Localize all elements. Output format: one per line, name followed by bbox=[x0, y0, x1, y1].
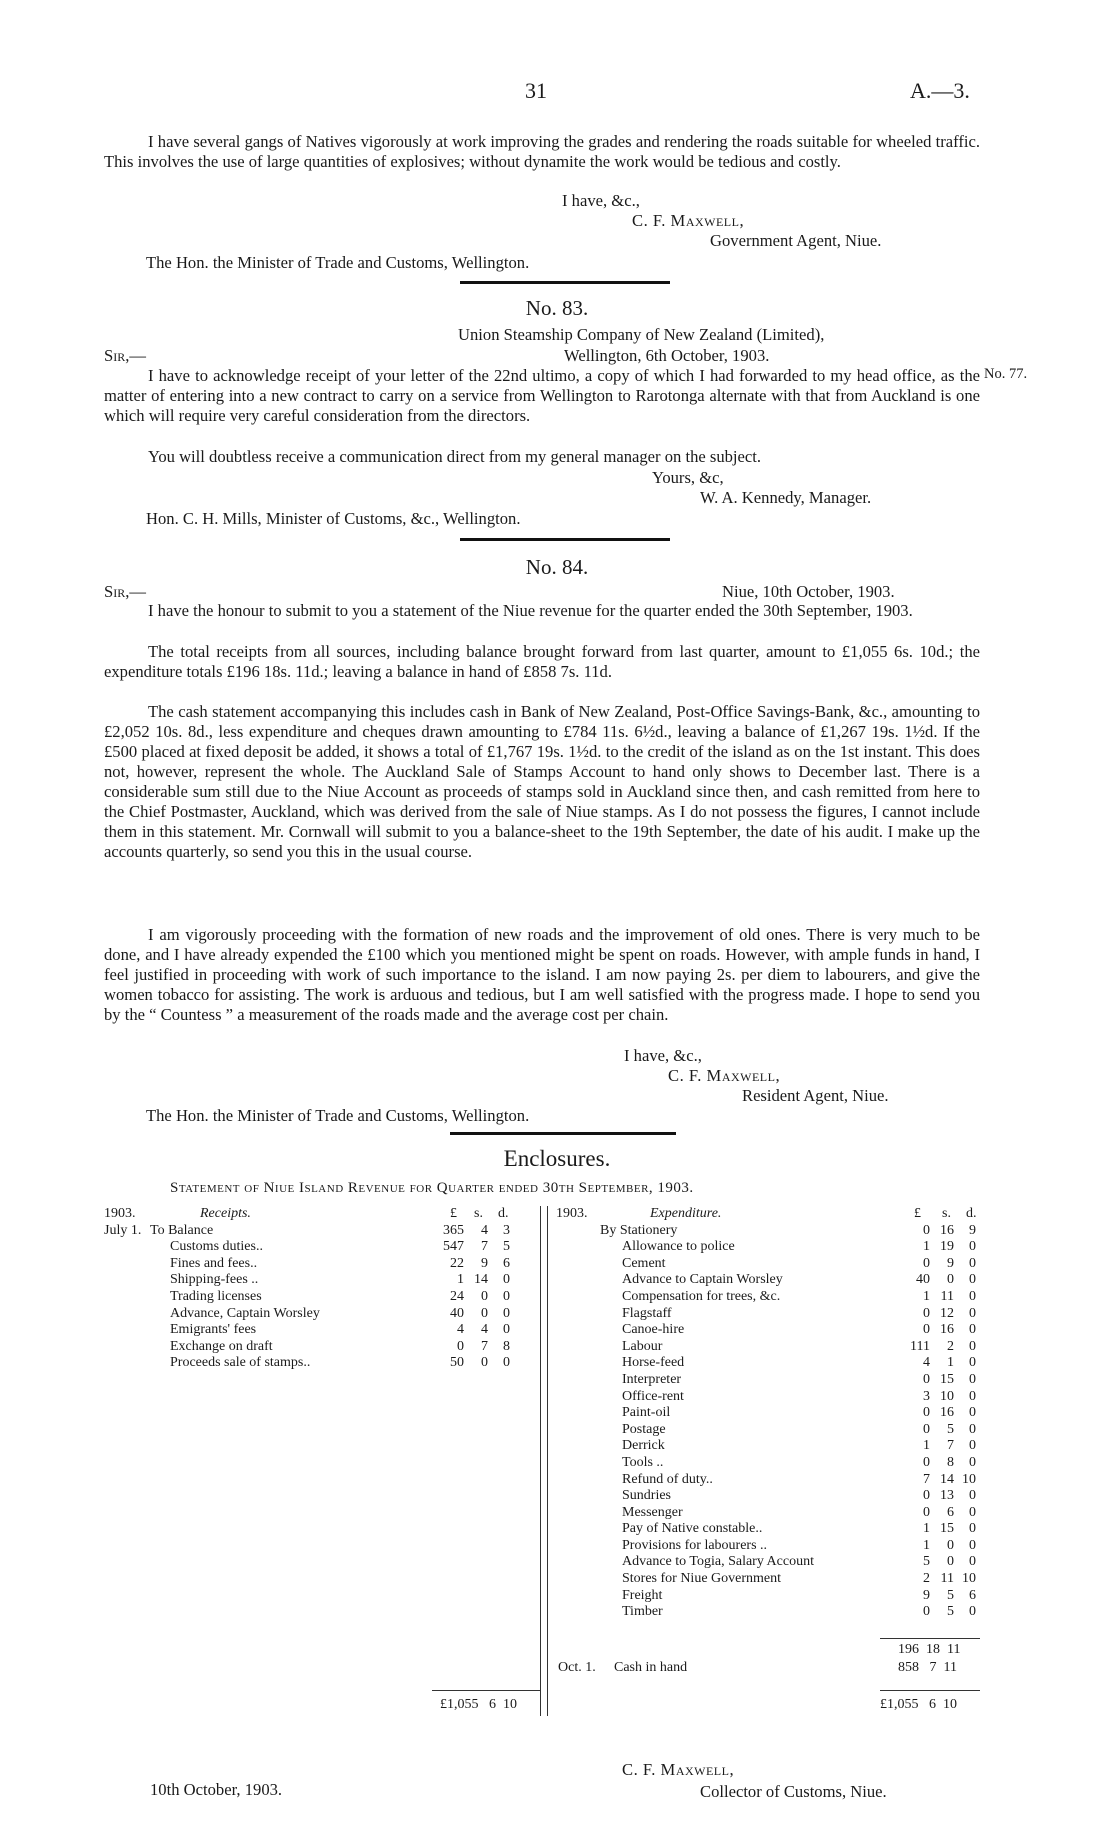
expenditure-row-shillings: 2 bbox=[947, 1338, 954, 1354]
expenditure-row-label: Flagstaff bbox=[622, 1305, 672, 1321]
expenditure-row-label: Pay of Native constable.. bbox=[622, 1521, 763, 1537]
receipts-row bbox=[104, 1289, 544, 1306]
top-letter-title: Government Agent, Niue. bbox=[710, 231, 882, 250]
letter-84-title: Resident Agent, Niue. bbox=[742, 1086, 889, 1105]
expenditure-row-pence: 0 bbox=[969, 1438, 976, 1454]
receipts-row-label: Proceeds sale of stamps.. bbox=[170, 1355, 311, 1371]
expenditure-row-pence: 0 bbox=[969, 1405, 976, 1421]
receipts-row-pence: 0 bbox=[503, 1305, 510, 1321]
receipts-row-pounds: 24 bbox=[450, 1288, 464, 1304]
expenditure-row-pence: 0 bbox=[969, 1371, 976, 1387]
expenditure-row-shillings: 14 bbox=[940, 1471, 954, 1487]
expenditure-row-pounds: 3 bbox=[923, 1388, 930, 1404]
expenditure-row-pounds: 0 bbox=[923, 1405, 930, 1421]
expenditure-row-label: Office-rent bbox=[622, 1388, 684, 1404]
expenditure-row-label: Advance to Togia, Salary Account bbox=[622, 1554, 814, 1570]
expenditure-row-shillings: 6 bbox=[947, 1504, 954, 1520]
expenditure-subtotal: 196 18 11 bbox=[898, 1642, 961, 1657]
receipts-row-label: To Balance bbox=[150, 1222, 214, 1238]
expenditure-row bbox=[556, 1339, 986, 1356]
expenditure-row-pounds: 0 bbox=[923, 1421, 930, 1437]
expenditure-row-pounds: 40 bbox=[916, 1272, 930, 1288]
statement-title: Statement of Niue Island Revenue for Quarter ended 30th September, 1903. bbox=[170, 1180, 694, 1196]
expenditure-row-shillings: 13 bbox=[940, 1488, 954, 1504]
receipts-rows bbox=[104, 1223, 544, 1372]
expenditure-total: £1,055 6 10 bbox=[880, 1697, 957, 1712]
expenditure-row bbox=[556, 1239, 986, 1256]
letter-84-paragraph-3: The cash statement accompanying this includes cash in Bank of New Zealand, Post-Office Savings-Bank, &c., amounting to £2,052 10s. 8d., less expenditure and cheques drawn amounting to £784 11s. 6½d., leaving a balance of £1,267 19s. 1½d. If the £500 placed at fixed deposit be added, it shows a total of £1,767 19s. 1½d. to the credit of the island as on the 1st instant. This does not, however, represent the whole. The Auckland Sale of Stamps Account to hand only shows to December last. There is a considerable sum still due to the Niue Account as proceeds of stamps sold in Auckland since then, and cash remitted from here to the Chief Postmaster, Auckland, which was derived from the sale of Niue stamps. As I do not possess the figures, I cannot include them in this statement. Mr. Cornwall will submit to you a balance-sheet to the 19th September, the date of his audit. I make up the accounts quarterly, so send you this in the usual course. bbox=[104, 702, 980, 861]
receipts-row-label: Customs duties.. bbox=[170, 1239, 263, 1255]
top-letter-signature: C. F. Maxwell, bbox=[632, 211, 745, 230]
receipts-row-shillings: 0 bbox=[481, 1355, 488, 1371]
expenditure-table bbox=[556, 1206, 986, 1621]
receipts-row-shillings: 0 bbox=[481, 1288, 488, 1304]
enclosures-heading: Enclosures. bbox=[503, 1146, 611, 1171]
letter-84-closing: I have, &c., bbox=[624, 1046, 702, 1065]
letter-83-addressee: Hon. C. H. Mills, Minister of Customs, &c., Wellington. bbox=[146, 509, 521, 528]
receipts-row-pence: 6 bbox=[503, 1255, 510, 1271]
expenditure-row-pounds: 0 bbox=[923, 1255, 930, 1271]
expenditure-row-label: Stores for Niue Government bbox=[622, 1571, 782, 1587]
expenditure-row-pounds: 1 bbox=[923, 1239, 930, 1255]
receipts-row-pounds: 22 bbox=[450, 1255, 464, 1271]
receipts-row bbox=[104, 1272, 544, 1289]
expenditure-row-pence: 0 bbox=[969, 1604, 976, 1620]
letter-84-place-date: Niue, 10th October, 1903. bbox=[722, 582, 895, 601]
receipts-row-pence: 3 bbox=[503, 1222, 510, 1238]
statement-signature: C. F. Maxwell, bbox=[622, 1760, 735, 1779]
expenditure-row-shillings: 0 bbox=[947, 1537, 954, 1553]
expenditure-row-pence: 10 bbox=[962, 1571, 976, 1587]
letter-83-heading: No. 83. bbox=[525, 296, 589, 320]
receipts-row-pence: 0 bbox=[503, 1288, 510, 1304]
expenditure-row-shillings: 8 bbox=[947, 1454, 954, 1470]
receipts-row-shillings: 4 bbox=[481, 1322, 488, 1338]
expenditure-row-pence: 0 bbox=[969, 1272, 976, 1288]
expenditure-row-pence: 0 bbox=[969, 1388, 976, 1404]
expenditure-row-shillings: 15 bbox=[940, 1521, 954, 1537]
letter-83-place-date: Wellington, 6th October, 1903. bbox=[564, 346, 770, 365]
expenditure-row-pence: 0 bbox=[969, 1305, 976, 1321]
letter-84-paragraph-1: I have the honour to submit to you a statement of the Niue revenue for the quarter ended the 30th September, 1903. bbox=[148, 601, 913, 620]
top-letter-addressee: The Hon. the Minister of Trade and Customs, Wellington. bbox=[146, 253, 530, 272]
expenditure-row bbox=[556, 1289, 986, 1306]
letter-83-sender: Union Steamship Company of New Zealand (Limited), bbox=[458, 325, 825, 344]
letter-83-paragraph-1: I have to acknowledge receipt of your letter of the 22nd ultimo, a copy of which I had forwarded to my head office, as the matter of entering into a new contract to carry on a service from Wellington to Rarotonga alternate with that from Auckland is one which will require very careful consideration from the directors. bbox=[104, 366, 980, 425]
expenditure-row-shillings: 5 bbox=[947, 1587, 954, 1603]
receipts-column-rule bbox=[540, 1206, 541, 1716]
expenditure-row-pence: 0 bbox=[969, 1454, 976, 1470]
statement-date: 10th October, 1903. bbox=[150, 1780, 283, 1799]
expenditure-row-shillings: 0 bbox=[947, 1554, 954, 1570]
receipts-row bbox=[104, 1355, 544, 1372]
expenditure-col-shillings: s. bbox=[942, 1206, 951, 1221]
receipts-row bbox=[104, 1306, 544, 1323]
expenditure-row bbox=[556, 1389, 986, 1406]
expenditure-row-label: Paint-oil bbox=[622, 1405, 671, 1421]
letter-84-heading: No. 84. bbox=[525, 555, 589, 579]
receipts-row-label: Exchange on draft bbox=[170, 1338, 273, 1354]
expenditure-row bbox=[556, 1554, 986, 1571]
receipts-row-shillings: 14 bbox=[474, 1272, 488, 1288]
receipts-date: July 1. bbox=[104, 1222, 142, 1238]
letter-84-paragraph-4: I am vigorously proceeding with the formation of new roads and the improvement of old ones. There is very much to be done, and I have already expended the £100 which you mentioned might be spent on roads. However, with ample funds in hand, I feel justified in proceeding with work of such importance to the island. I am now paying 2s. per diem to labourers, and give the women tobacco for assisting. The work is arduous and tedious, but I am well satisfied with the progress made. I hope to send you by the “ Countess ” a measurement of the roads made and the average cost per chain. bbox=[104, 925, 980, 1024]
expenditure-row bbox=[556, 1488, 986, 1505]
expenditure-row bbox=[556, 1505, 986, 1522]
cash-label: Cash in hand bbox=[614, 1660, 688, 1675]
receipts-total-rule bbox=[432, 1690, 540, 1691]
expenditure-row-pence: 0 bbox=[969, 1488, 976, 1504]
expenditure-row-label: Horse-feed bbox=[622, 1355, 685, 1371]
expenditure-row-label: Canoe-hire bbox=[622, 1322, 685, 1338]
expenditure-row bbox=[556, 1588, 986, 1605]
expenditure-row-pounds: 4 bbox=[923, 1355, 930, 1371]
expenditure-row bbox=[556, 1322, 986, 1339]
expenditure-row-shillings: 10 bbox=[940, 1388, 954, 1404]
expenditure-row bbox=[556, 1538, 986, 1555]
receipts-row-pounds: 1 bbox=[457, 1272, 464, 1288]
expenditure-row-shillings: 16 bbox=[940, 1222, 954, 1238]
receipts-row-label: Trading licenses bbox=[170, 1288, 262, 1304]
section-divider bbox=[460, 281, 670, 284]
expenditure-subtotal-rule bbox=[880, 1638, 980, 1639]
expenditure-row-label: Interpreter bbox=[622, 1371, 682, 1387]
expenditure-row bbox=[556, 1438, 986, 1455]
receipts-row-pence: 5 bbox=[503, 1239, 510, 1255]
expenditure-row bbox=[556, 1223, 986, 1240]
expenditure-row-label: Advance to Captain Worsley bbox=[622, 1272, 783, 1288]
expenditure-row-pounds: 5 bbox=[923, 1554, 930, 1570]
expenditure-row-pence: 0 bbox=[969, 1421, 976, 1437]
expenditure-row bbox=[556, 1472, 986, 1489]
expenditure-row-shillings: 5 bbox=[947, 1421, 954, 1437]
expenditure-row bbox=[556, 1604, 986, 1621]
expenditure-row bbox=[556, 1372, 986, 1389]
expenditure-row-label: Tools .. bbox=[622, 1454, 664, 1470]
expenditure-row-shillings: 11 bbox=[940, 1288, 954, 1304]
expenditure-row-pounds: 0 bbox=[923, 1488, 930, 1504]
receipts-row-pence: 0 bbox=[503, 1355, 510, 1371]
receipts-row-label: Fines and fees.. bbox=[170, 1255, 258, 1271]
expenditure-row bbox=[556, 1256, 986, 1273]
expenditure-row bbox=[556, 1521, 986, 1538]
receipts-row bbox=[104, 1223, 544, 1240]
expenditure-row-shillings: 11 bbox=[940, 1571, 954, 1587]
expenditure-row-pence: 0 bbox=[969, 1288, 976, 1304]
expenditure-row-shillings: 5 bbox=[947, 1604, 954, 1620]
expenditure-row-label: Provisions for labourers .. bbox=[622, 1537, 768, 1553]
expenditure-col-pence: d. bbox=[966, 1206, 977, 1221]
expenditure-row-pounds: 1 bbox=[923, 1288, 930, 1304]
expenditure-row-pence: 0 bbox=[969, 1521, 976, 1537]
expenditure-row bbox=[556, 1405, 986, 1422]
expenditure-row bbox=[556, 1571, 986, 1588]
expenditure-year: 1903. bbox=[556, 1206, 588, 1221]
expenditure-row-pounds: 0 bbox=[923, 1222, 930, 1238]
expenditure-row-pence: 0 bbox=[969, 1537, 976, 1553]
cash-value: 858 7 11 bbox=[898, 1660, 957, 1675]
receipts-table bbox=[104, 1206, 544, 1372]
expenditure-row-label: Refund of duty.. bbox=[622, 1471, 713, 1487]
receipts-row bbox=[104, 1322, 544, 1339]
document-reference: A.—3. bbox=[910, 78, 970, 103]
receipts-header-row bbox=[104, 1206, 544, 1223]
letter-83-paragraph-2: You will doubtless receive a communication direct from my general manager on the subject. bbox=[148, 447, 762, 466]
expenditure-row bbox=[556, 1455, 986, 1472]
top-letter-body: I have several gangs of Natives vigorously at work improving the grades and rendering the roads suitable for wheeled traffic. This involves the use of large quantities of explosives; without dynamite the work would be tedious and costly. bbox=[104, 132, 980, 171]
expenditure-row-pence: 0 bbox=[969, 1255, 976, 1271]
expenditure-col-pounds: £ bbox=[914, 1206, 921, 1221]
expenditure-row-pounds: 1 bbox=[923, 1438, 930, 1454]
expenditure-row-pounds: 9 bbox=[923, 1587, 930, 1603]
section-divider bbox=[460, 538, 670, 541]
page-number: 31 bbox=[525, 78, 547, 103]
expenditure-row-label: Labour bbox=[622, 1338, 663, 1354]
expenditure-row-pounds: 0 bbox=[923, 1371, 930, 1387]
expenditure-header-row bbox=[556, 1206, 986, 1223]
expenditure-row-pounds: 0 bbox=[923, 1454, 930, 1470]
receipts-col-shillings: s. bbox=[474, 1206, 483, 1221]
statement-signer-title: Collector of Customs, Niue. bbox=[700, 1782, 887, 1801]
expenditure-row-shillings: 16 bbox=[940, 1322, 954, 1338]
receipts-row-pounds: 365 bbox=[443, 1222, 464, 1238]
expenditure-row-label: Messenger bbox=[622, 1504, 683, 1520]
receipts-row-pounds: 4 bbox=[457, 1322, 464, 1338]
expenditure-row-pounds: 111 bbox=[910, 1338, 930, 1354]
receipts-row-pounds: 40 bbox=[450, 1305, 464, 1321]
receipts-total: £1,055 6 10 bbox=[440, 1697, 517, 1712]
expenditure-heading: Expenditure. bbox=[650, 1206, 722, 1221]
expenditure-row-pounds: 0 bbox=[923, 1604, 930, 1620]
receipts-col-pounds: £ bbox=[450, 1206, 457, 1221]
receipts-year: 1903. bbox=[104, 1206, 136, 1221]
expenditure-row-label: Postage bbox=[622, 1421, 666, 1437]
receipts-row-shillings: 0 bbox=[481, 1305, 488, 1321]
receipts-row-label: Shipping-fees .. bbox=[170, 1272, 259, 1288]
letter-83-salutation: Sir,— bbox=[104, 346, 146, 365]
expenditure-row-pence: 6 bbox=[969, 1587, 976, 1603]
expenditure-row-pounds: 1 bbox=[923, 1521, 930, 1537]
receipts-row-pence: 0 bbox=[503, 1322, 510, 1338]
expenditure-row-pounds: 0 bbox=[923, 1504, 930, 1520]
cash-date: Oct. 1. bbox=[558, 1660, 596, 1675]
expenditure-row-label: Freight bbox=[622, 1587, 663, 1603]
letter-83-signature: W. A. Kennedy, Manager. bbox=[700, 488, 872, 507]
receipts-row-pence: 8 bbox=[503, 1338, 510, 1354]
receipts-row-label: Emigrants' fees bbox=[170, 1322, 257, 1338]
expenditure-row-pence: 10 bbox=[962, 1471, 976, 1487]
receipts-heading: Receipts. bbox=[200, 1206, 251, 1221]
expenditure-rows bbox=[556, 1223, 986, 1621]
expenditure-row-label: By Stationery bbox=[600, 1222, 678, 1238]
receipts-row bbox=[104, 1339, 544, 1356]
expenditure-row-pence: 0 bbox=[969, 1322, 976, 1338]
margin-reference: No. 77. bbox=[984, 366, 1028, 382]
expenditure-row-shillings: 12 bbox=[940, 1305, 954, 1321]
expenditure-row-shillings: 9 bbox=[947, 1255, 954, 1271]
section-divider bbox=[450, 1132, 676, 1135]
expenditure-row-shillings: 19 bbox=[940, 1239, 954, 1255]
expenditure-row-pounds: 7 bbox=[923, 1471, 930, 1487]
expenditure-row-pounds: 2 bbox=[923, 1571, 930, 1587]
receipts-row-pounds: 547 bbox=[443, 1239, 464, 1255]
expenditure-row-pence: 0 bbox=[969, 1504, 976, 1520]
expenditure-row-pounds: 1 bbox=[923, 1537, 930, 1553]
receipts-row-pence: 0 bbox=[503, 1272, 510, 1288]
receipts-col-pence: d. bbox=[498, 1206, 509, 1221]
top-letter-closing: I have, &c., bbox=[562, 191, 640, 210]
letter-84-paragraph-2: The total receipts from all sources, including balance brought forward from last quarter, amount to £1,055 6s. 10d.; the expenditure totals £196 18s. 11d.; leaving a balance in hand of £858 7s. 11d. bbox=[104, 642, 980, 681]
letter-84-salutation: Sir,— bbox=[104, 582, 146, 601]
expenditure-row-pounds: 0 bbox=[923, 1305, 930, 1321]
receipts-row-shillings: 7 bbox=[481, 1338, 488, 1354]
letter-84-addressee: The Hon. the Minister of Trade and Customs, Wellington. bbox=[146, 1106, 530, 1125]
expenditure-row-pence: 0 bbox=[969, 1338, 976, 1354]
receipts-row-pounds: 50 bbox=[450, 1355, 464, 1371]
expenditure-row-pence: 9 bbox=[969, 1222, 976, 1238]
expenditure-row-shillings: 15 bbox=[940, 1371, 954, 1387]
expenditure-row-label: Sundries bbox=[622, 1488, 671, 1504]
expenditure-row-label: Cement bbox=[622, 1255, 666, 1271]
expenditure-row-shillings: 7 bbox=[947, 1438, 954, 1454]
expenditure-row-shillings: 0 bbox=[947, 1272, 954, 1288]
receipts-row-shillings: 7 bbox=[481, 1239, 488, 1255]
receipts-row bbox=[104, 1239, 544, 1256]
expenditure-total-rule bbox=[880, 1690, 980, 1691]
expenditure-row-label: Derrick bbox=[622, 1438, 665, 1454]
expenditure-row-shillings: 16 bbox=[940, 1405, 954, 1421]
table-divider bbox=[547, 1206, 548, 1716]
receipts-row bbox=[104, 1256, 544, 1273]
expenditure-row-shillings: 1 bbox=[947, 1355, 954, 1371]
expenditure-row-pence: 0 bbox=[969, 1554, 976, 1570]
expenditure-row-pence: 0 bbox=[969, 1239, 976, 1255]
letter-83-closing: Yours, &c, bbox=[652, 468, 724, 487]
letter-84-signature: C. F. Maxwell, bbox=[668, 1066, 781, 1085]
expenditure-row-label: Allowance to police bbox=[622, 1239, 735, 1255]
expenditure-row-pence: 0 bbox=[969, 1355, 976, 1371]
expenditure-row-label: Compensation for trees, &c. bbox=[622, 1288, 781, 1304]
receipts-row-shillings: 4 bbox=[481, 1222, 488, 1238]
expenditure-row bbox=[556, 1272, 986, 1289]
receipts-row-label: Advance, Captain Worsley bbox=[170, 1305, 320, 1321]
expenditure-row bbox=[556, 1355, 986, 1372]
expenditure-row-label: Timber bbox=[622, 1604, 663, 1620]
expenditure-row-pounds: 0 bbox=[923, 1322, 930, 1338]
receipts-row-pounds: 0 bbox=[457, 1338, 464, 1354]
expenditure-row bbox=[556, 1422, 986, 1439]
expenditure-row bbox=[556, 1306, 986, 1323]
receipts-row-shillings: 9 bbox=[481, 1255, 488, 1271]
